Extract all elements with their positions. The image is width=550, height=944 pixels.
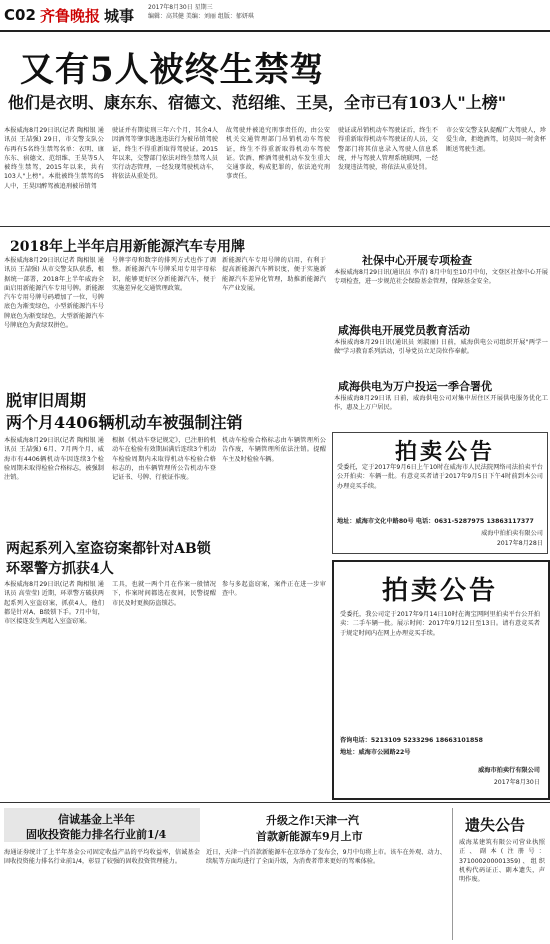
service-title: 咸海供电为万户投运一季合署优 xyxy=(338,380,492,393)
auction1-date: 2017年8月28日 xyxy=(496,540,543,547)
auction1-title: 拍卖公告 xyxy=(395,440,496,465)
blacklist-title-2: 两个月4406辆机动车被强制注销 xyxy=(6,413,243,432)
lead-subheadline: 他们是衣明、康东东、宿德文、范绍维、王昊，全市已有103人"上榜" xyxy=(8,93,507,112)
inspection-body: 本报威海8月29日讯(通讯员 李青) 8月中旬至10月中旬，文登区社保中心开展专项检查，进一步规范社会保险基金管理，保障基金安全。 xyxy=(334,269,548,286)
blacklist-col-3: 机动车检验合格标志由车辆管理所公告作废，车辆管理所依法注销。提醒车主及时检验车辆。 xyxy=(222,437,326,463)
theft-col-1: 本报威海8月29日讯(记者 陶相银 通讯员 高莹莹) 近期，环翠警方破获两起系列入室盗窃案，抓获4人，他们都是针对A、B级锁下手。7月中旬，市区接连发生两起入室盗窃案。 xyxy=(4,581,104,626)
upgrade-title-2: 首款新能源车9月上市 xyxy=(256,830,363,843)
auction1-org: 威海中拍拍卖有限公司 xyxy=(481,530,543,537)
loss-notice xyxy=(452,808,547,940)
upgrade-body: 近日，天津一汽首款新能源车在京举办了发布会，9月中旬将上市。该车在外观、动力、续航等方面均进行了全面升级，为消费者带来更好的驾乘体验。 xyxy=(206,849,446,866)
upgrade-title-1: 升级之作!天津一汽 xyxy=(266,814,359,827)
lead-col-5: 市公安交警支队提醒广大驾驶人，珍爱生命，拒绝酒驾，切莫因一时贪杯断送驾驶生涯。 xyxy=(446,127,546,153)
theft-col-2: 工具，也就一两个月在作案一般情况下，作案时间都选在夜间，民警提醒市民及时更换防盗锁芯。 xyxy=(112,581,216,607)
lead-headline: 又有5人被终生禁驾 xyxy=(20,50,325,90)
header-editors: 编辑：高其健 美编：刘丽 组版：郁妍琪 xyxy=(148,13,254,20)
blacklist-title-1: 脱审旧周期 xyxy=(6,391,87,410)
theft-col-3: 参与多起盗窃案，案件正在进一步审查中。 xyxy=(222,581,326,598)
loss-body: 威海某建筑有限公司营业执照正、副本(注册号：371000200001359)、组织机构代码证正、副本遗失，声明作废。 xyxy=(459,839,545,884)
auction2-title: 拍卖公告 xyxy=(382,576,499,606)
fund-title-2: 固收投资能力排名行业前1/4 xyxy=(26,828,167,841)
theft-title-2: 环翠警方抓获4人 xyxy=(6,561,114,577)
page-header xyxy=(0,0,550,32)
service-body: 本报威海8月29日讯 日前，威海供电公司对集中居住区开展供电服务优化工作，惠及上万户居民。 xyxy=(334,395,548,412)
divider xyxy=(0,226,550,227)
energy-col-3: 新能源汽车专用号牌的启用，有利于提高新能源汽车辨识度，便于实施新能源汽车差异化管理，助推新能源汽车产业发展。 xyxy=(222,257,326,292)
lead-col-2: 驶证并有期徒刑三年六个月，其余4人因酒驾等肇事逃逸违法行为被吊销驾驶证，终生不得重新取得驾驶证。2015年以来，交警部门依法对终生禁驾人员实行动态管理，一经发现驾驶机动车，将依法从重处罚。 xyxy=(112,127,218,181)
party-title: 咸海供电开展党员教育活动 xyxy=(338,324,470,337)
lead-col-1: 本报威海8月29日讯(记者 陶相银 通讯员 王喆强) 29日，市交警支队公布再有5名终生禁驾名单：衣明、康东东、宿德文、范绍维、王昊等5人被终生禁驾，2015年以来，共有103人"上榜"。本批被终生禁驾的5人中，王昊因醉驾被追刑被吊销驾 xyxy=(4,127,104,190)
theft-title-1: 两起系列入室盗窃案都针对AB锁 xyxy=(6,541,211,557)
paper-logo: 齐鲁晚报 xyxy=(40,7,101,25)
auction2-date: 2017年8月30日 xyxy=(493,779,540,786)
auction2-org: 威海市拍卖行有限公司 xyxy=(478,767,540,774)
auction2-body: 受委托，我公司定于2017年9月14日10时在淘宝网阿里拍卖平台公开拍卖：二手车辆一批。展示时间：2017年9月12日至13日。请有意竞买者于规定时间内在网上办理竞买手续。 xyxy=(340,611,540,637)
header-date: 2017年8月30日 星期三 xyxy=(148,4,213,11)
lead-col-3: 故驾驶并被追究刑事责任的，由公安机关交通管理部门吊销机动车驾驶证，终生不得重新取得机动车驾驶证。饮酒、醉酒驾驶机动车发生重大交通事故，构成犯罪的，依法追究刑事责任。 xyxy=(226,127,330,181)
party-body: 本报威海8月29日讯(通讯员 刘淑丽) 日前，威海供电公司组织开展"两学一做"学习教育系列活动，引导党员立足岗位作奉献。 xyxy=(334,339,548,356)
upgrade-article xyxy=(206,808,446,940)
auction2-contact: 咨询电话：5213109 5233296 18663101858 xyxy=(340,737,483,744)
energy-col-1: 本报威海8月29日讯(记者 陶相银 通讯员 王喆强) 从市交警支队获悉，根据统一部署，2018年上半年威海全面启用新能源汽车专用号牌。新能源汽车专用号牌号码增加了一位，号牌底色为渐变绿色，小型新能源汽车号牌底色为渐变绿色，大型新能源汽车号牌底色为黄绿双拼色。 xyxy=(4,257,104,330)
divider xyxy=(0,802,550,803)
page-number: C02 xyxy=(4,6,36,24)
auction-notice-1 xyxy=(332,432,548,554)
loss-title: 遗失公告 xyxy=(465,816,526,834)
header-meta xyxy=(148,3,254,21)
energy-col-2: 号牌字母和数字的排列方式也作了调整。新能源汽车号牌采用专用字母标识，能够更好区分新能源汽车，便于实施差异化交通管理政策。 xyxy=(112,257,216,292)
auction2-address: 地址：威海市公园路22号 xyxy=(340,749,411,756)
blacklist-col-2: 根据《机动车登记规定》，已注册的机动车在检验有效期届满后连续3个机动车检验周期内未取得机动车检验合格标志的，由车辆管理所公告机动车登记证书、号牌、行驶证作废。 xyxy=(112,437,216,482)
auction1-body: 受委托，定于2017年9月6日上午10时在威海市人民法院网络司法拍卖平台公开拍卖：车辆一批。有意竞买者请于2017年9月5日下午4时前到本公司办理竞买手续。 xyxy=(337,464,543,490)
section-name: 城事 xyxy=(104,7,135,25)
lead-col-4: 驶证或吊销机动车驾驶证后，终生不得重新取得机动车驾驶证的人员，交警部门将其信息录入驾驶人信息系统，并与驾驶人管理系统联网，一经发现违法驾驶，将依法从重处罚。 xyxy=(338,127,438,172)
fund-body: 海通证券统计了上半年基金公司固定收益产品的平均收益率，信诚基金固收投资能力排名行业前1/4，彰显了较强的固收投资管理能力。 xyxy=(4,849,200,866)
auction1-contact: 地址：威海市文化中路80号 电话：0631-5287975 13863117377 xyxy=(337,518,534,525)
blacklist-col-1: 本报威海8月29日讯(记者 陶相银 通讯员 王喆强) 6月、7月两个月，威海市有4406辆机动车因连续3个检验周期未取得检验合格标志，被强制注销。 xyxy=(4,437,104,482)
auction-notice-2 xyxy=(332,560,550,800)
inspection-title: 社保中心开展专项检查 xyxy=(362,254,472,267)
fund-title-1: 信诚基金上半年 xyxy=(58,813,135,826)
fund-article xyxy=(4,808,200,940)
energy-title: 2018年上半年启用新能源汽车专用牌 xyxy=(10,239,245,255)
